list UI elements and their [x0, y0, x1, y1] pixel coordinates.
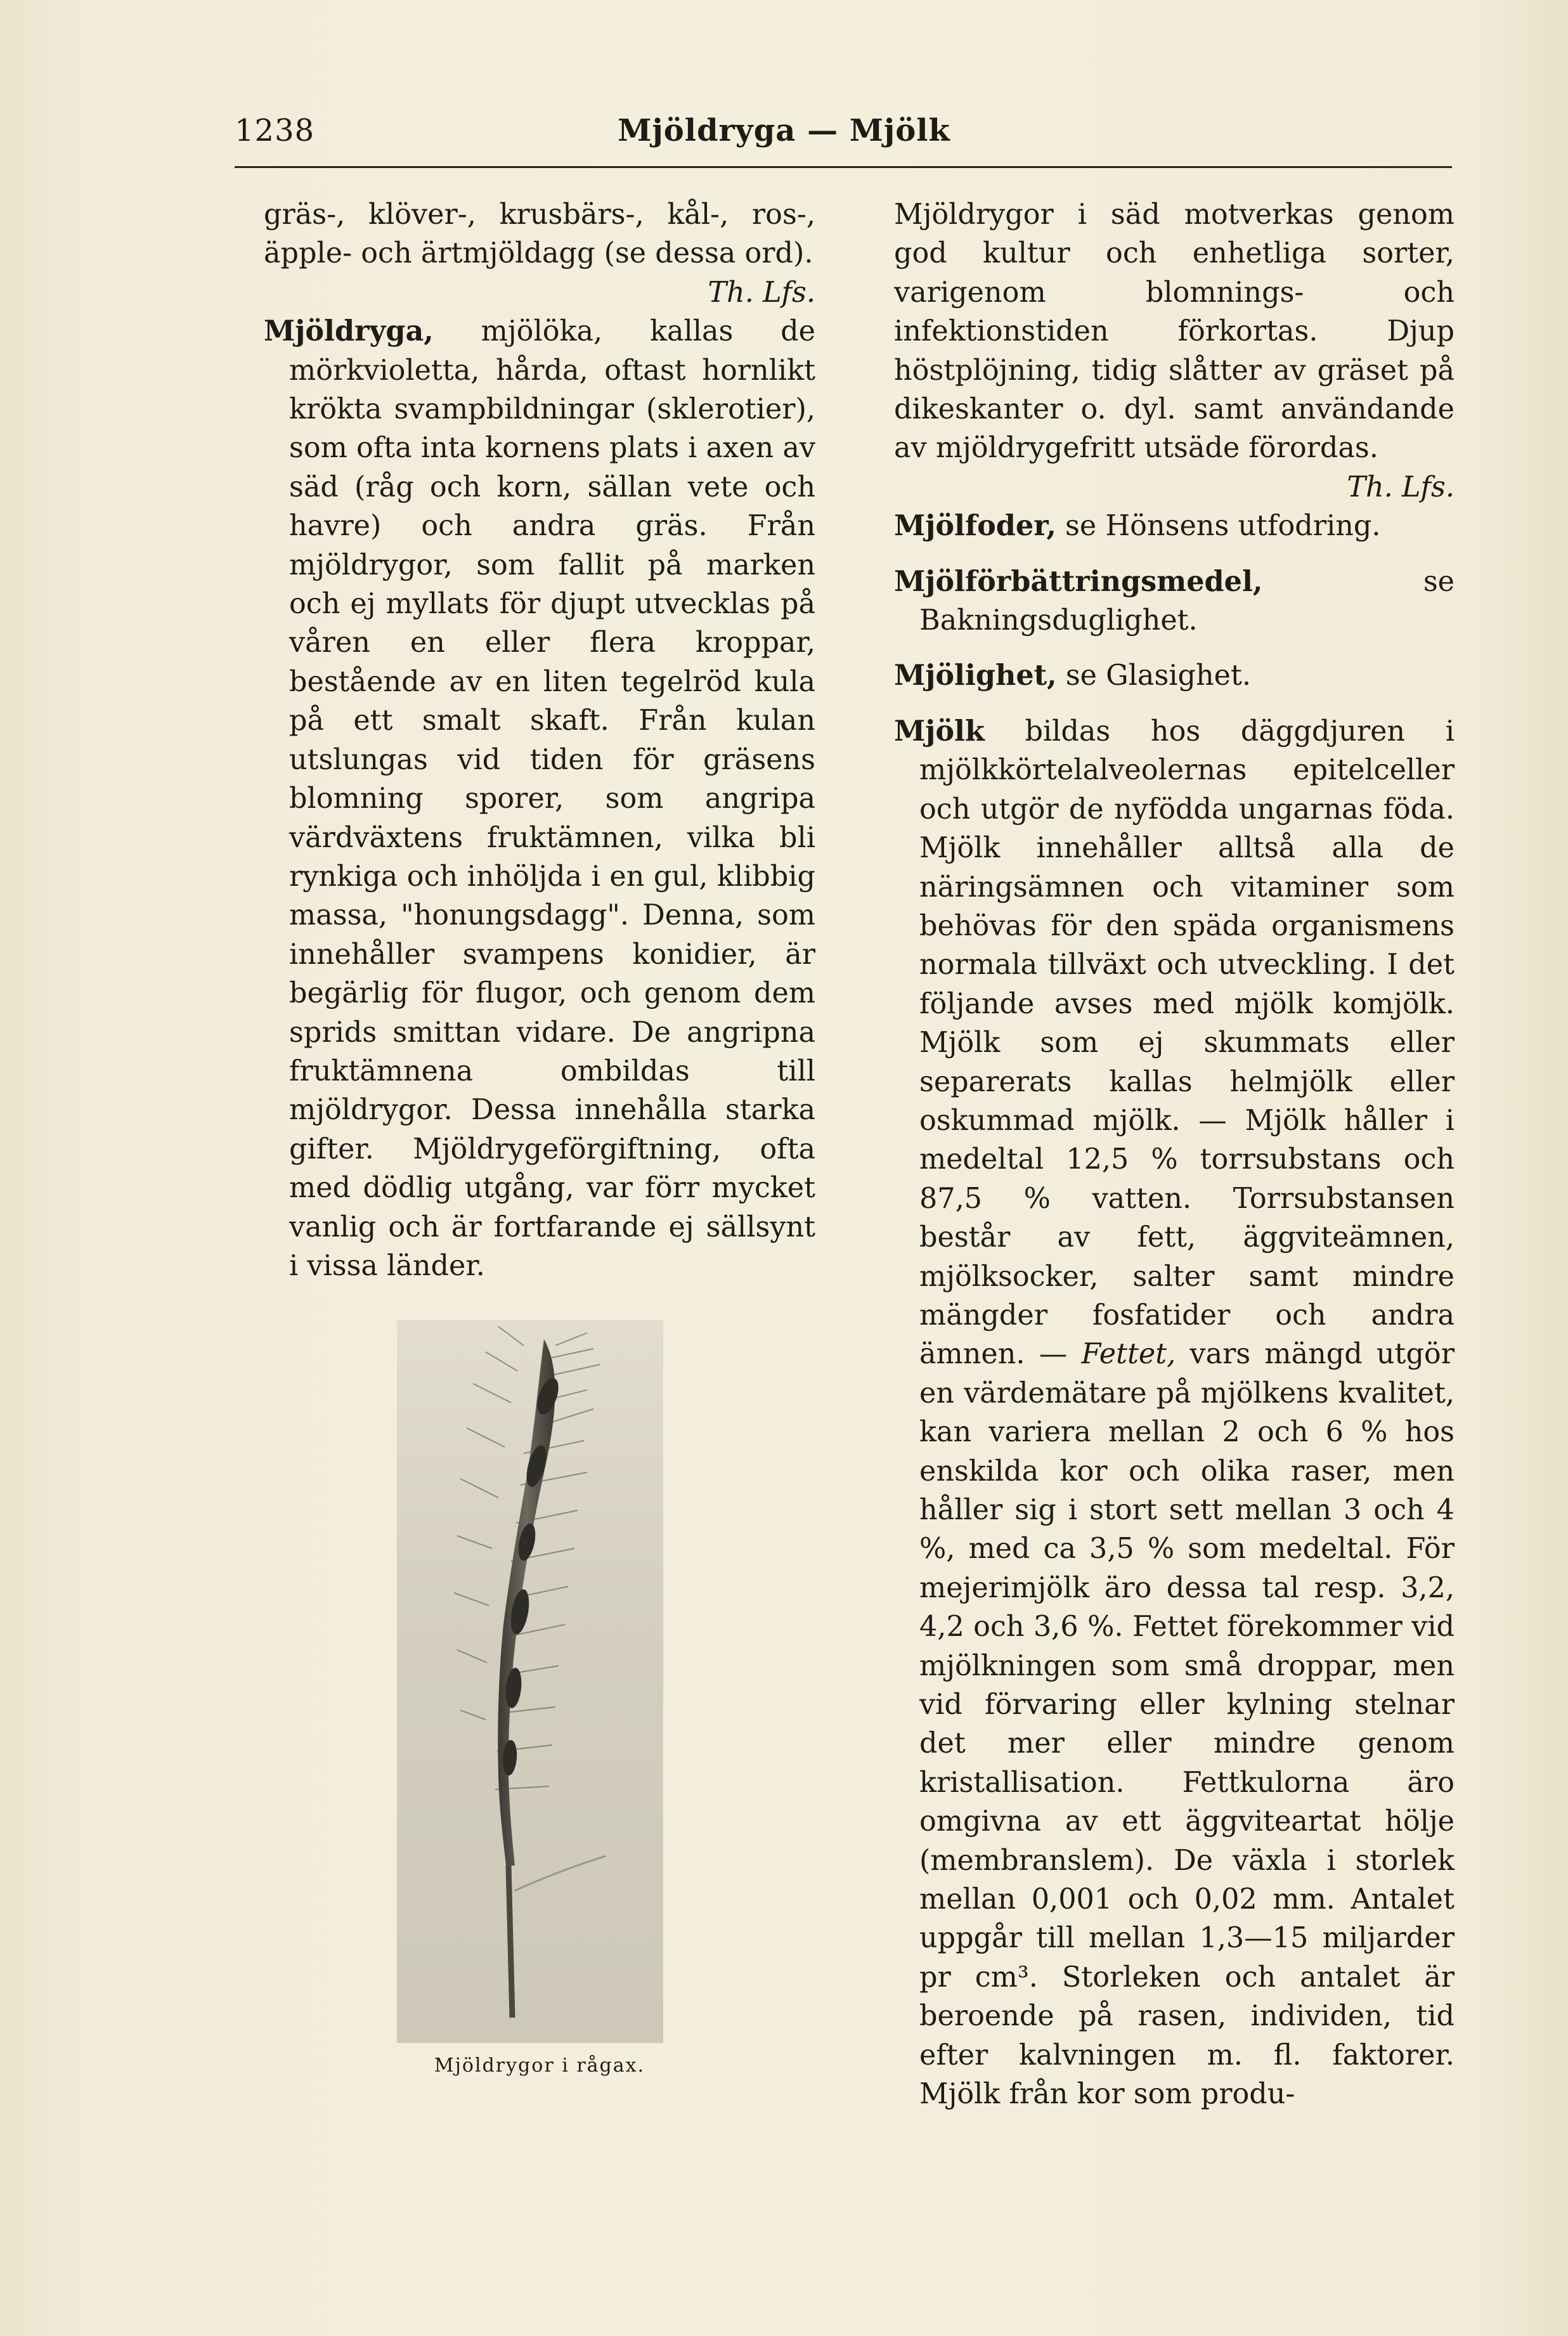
entry-text: Mjöldrygor i säd motverkas genom god kultur och enhetliga sorter, varigenom blomnings- och infektionstiden förkortas. Djup höstplöjning, tidig slåtter av gräset på dikeskanter o. dyl. samt användande av mjöldrygefritt utsäde förordas.: [894, 198, 1455, 465]
running-head: Mjöldryga — Mjölk: [618, 113, 950, 148]
entry-mjolfoder: [894, 507, 1455, 545]
headword: Mjölk: [894, 714, 985, 748]
signature: Th. Lfs.: [1347, 470, 1455, 503]
entry-text: vars mängd utgör en värdemätare på mjölkens kvalitet, kan variera mellan 2 och 6 % hos enskilda kor och olika raser, men håller sig i stort sett mellan 3 och 4 %, med ca 3,5 % som medeltal. För mejerimjölk äro dessa tal resp. 3,2, 4,2 och 3,6 %. Fettet förekommer vid mjölkningen som små droppar, men vid förvaring eller kylning stelnar det mer eller mindre genom kristallisation. Fettkulorna äro omgivna av ett äggviteartat hölje (membranslem). De växla i storlek mellan 0,001 och 0,02 mm. Antalet uppgår till mellan 1,3—15 miljarder pr cm³. Storleken och antalet är beroende på rasen, individen, tid efter kalvningen m. fl. faktorer. Mjölk från kor som produ-: [919, 1338, 1455, 2111]
entry-text: mjölöka, kallas de mörkvioletta, hårda, oftast hornlikt krökta svampbildningar (sklerotier), som ofta inta kornens plats i axen av säd (råg och korn, sällan vete och havre) och andra gräs. Från mjöldrygor, som fallit på marken och ej myllats för djupt utvecklas på våren en eller flera kroppar, bestående av en liten tegelröd kula på ett smalt skaft. Från kulan utslungas vid tiden för gräsens blomning sporer, som angripa värdväxtens fruktämnen, vilka bli rynkiga och inhöljda i en gul, klibbig massa, "honungsdagg". Denna, som innehåller svampens konidier, är begärlig för flugor, och genom dem sprids smittan vidare. De angripna fruktämnena ombildas till mjöldrygor. Dessa innehålla starka gifter. Mjöldrygeförgiftning, ofta med dödlig utgång, var förr mycket vanlig och är fortfarande ej sällsynt i vissa länder.: [289, 315, 815, 1282]
figure-caption: Mjöldrygor i rågax.: [434, 2054, 645, 2077]
rye-ear-illustration: [397, 1320, 663, 2043]
ergot-rye-ear-figure: [397, 1320, 663, 2043]
entry-text: se Bakningsduglighet.: [919, 565, 1455, 637]
left-column: [264, 195, 815, 1285]
header-rule: [235, 166, 1452, 168]
entry-mjolk: [894, 712, 1455, 2114]
continuation-entry: [264, 195, 815, 309]
subheading-fettet: Fettet,: [1081, 1338, 1176, 1371]
entry-mjolforbattringsmedel: [894, 562, 1455, 640]
signature: Th. Lfs.: [708, 276, 815, 309]
entry-text: se Glasighet.: [1056, 659, 1252, 692]
entry-mjoldryga: [264, 312, 815, 1285]
entry-text: bildas hos däggdjuren i mjölkkörtelalveolernas epitelceller och utgör de nyfödda ungarnas föda. Mjölk innehåller alltså alla de näringsämnen och vitaminer som behövas för den späda organismens normala tillväxt och utveckling. I det följande avses med mjölk komjölk. Mjölk som ej skummats eller separerats kallas helmjölk eller oskummad mjölk. — Mjölk håller i medeltal 12,5 % torrsubstans och 87,5 % vatten. Torrsubstansen består av fett, äggviteämnen, mjölksocker, salter samt mindre mängder fosfatider och andra ämnen. —: [919, 715, 1455, 1371]
page-number: 1238: [235, 113, 315, 148]
headword: Mjölfoder,: [894, 509, 1056, 543]
headword: Mjölighet,: [894, 659, 1057, 692]
headword: Mjölförbättringsmedel,: [894, 564, 1263, 598]
right-column: [894, 195, 1455, 2114]
headword: Mjöldryga,: [264, 315, 434, 348]
mjoldryga-continuation: [894, 195, 1455, 503]
entry-text: se Hönsens utfodring.: [1056, 510, 1381, 543]
continuation-text: gräs-, klöver-, krusbärs-, kål-, ros-, äpple- och ärtmjöldagg (se dessa ord).: [264, 198, 815, 270]
entry-mjolighet: [894, 656, 1455, 695]
